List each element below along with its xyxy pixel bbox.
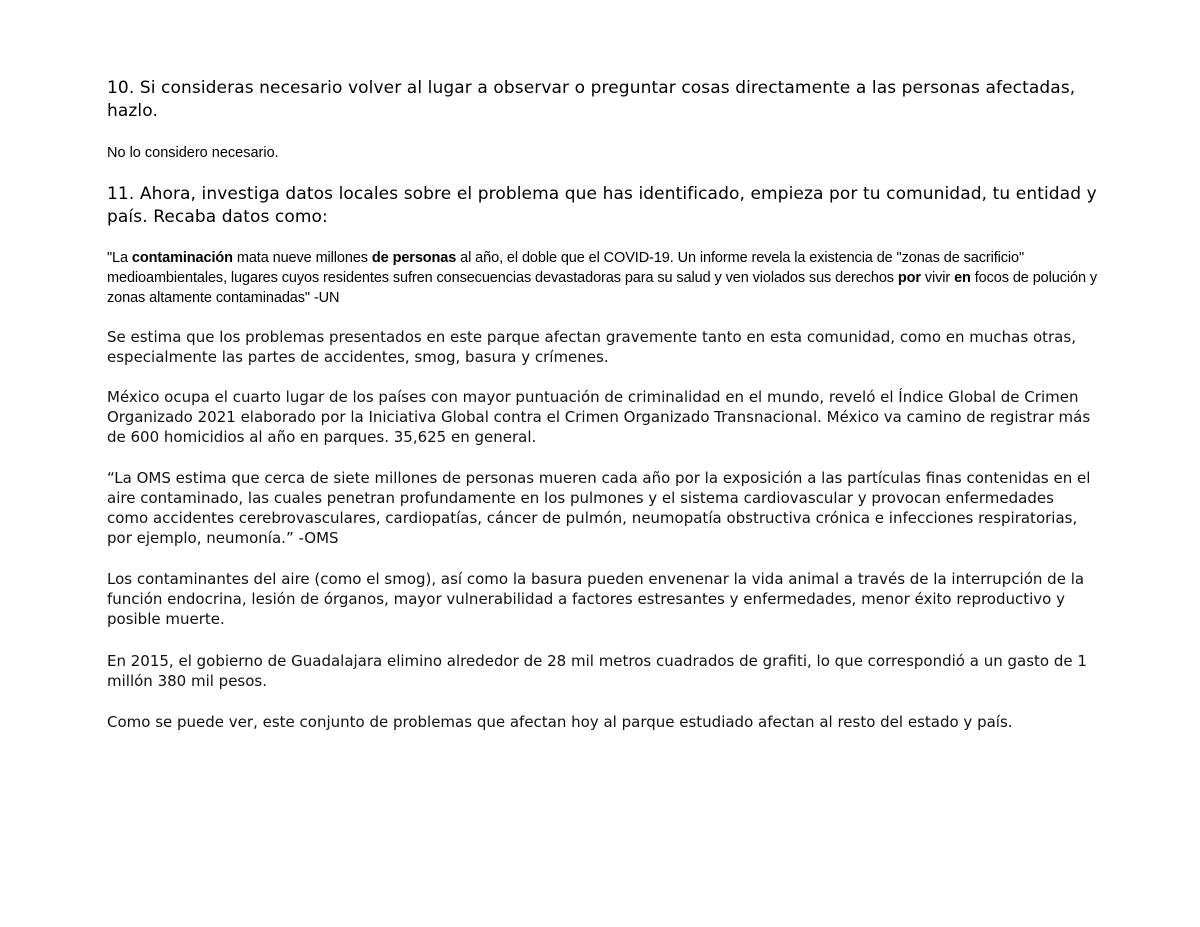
quote-emphasis: por [897,270,921,286]
quote-emphasis: de [371,250,389,266]
question-10-answer: No lo considero necesario. [107,145,279,161]
un-quote [107,248,1097,308]
paragraph-graffiti: En 2015, el gobierno de Guadalajara elimino alrededor de 28 mil metros cuadrados de grafiti, lo que correspondió a un gasto de 1 millón 380 mil pesos. [107,652,1087,690]
paragraph-oms-quote: “La OMS estima que cerca de siete millones de personas mueren cada año por la exposición a las partículas finas contenidas en el aire contaminado, las cuales penetran profundamente en los pulmones y el sistema cardiovascular y provocan enfermedades como accidentes cerebrovasculares, cardiopatías, cáncer de pulmón, neumopatía obstructiva crónica e infecciones respiratorias, por ejemplo, neumonía.” -OMS [107,469,1091,547]
quote-text: vivir [920,270,955,286]
paragraph-crime-index: México ocupa el cuarto lugar de los países con mayor puntuación de criminalidad en el mundo, reveló el Índice Global de Crimen Organizado 2021 elaborado por la Iniciativa Global contra el Crimen Organizado Transnacional. México va camino de registrar más de 600 homicidios al año en parques. 35,625 en general. [107,388,1091,446]
quote-text: focos de polución y zonas altamente contaminadas" -UN [107,270,1097,306]
quote-emphasis: en [954,270,971,286]
quote-emphasis: personas [392,250,457,266]
quote-text: al año, el doble que el COVID-19. Un informe revela la existencia de "zonas de sacrificio" medioambientales, lugares cuyos residentes sufren consecuencias devastadoras para su salud y ven violados sus derechos [107,250,1025,286]
quote-text: mata nueve millones [232,250,372,266]
paragraph-conclusion: Como se puede ver, este conjunto de problemas que afectan hoy al parque estudiado afectan al resto del estado y país. [107,713,1013,731]
quote-text: "La [107,250,132,266]
question-10-heading: 10. Si consideras necesario volver al lugar a observar o preguntar cosas directamente a las personas afectadas, hazlo. [107,78,1076,121]
quote-emphasis: contaminación [131,250,233,266]
paragraph-air-pollutants: Los contaminantes del aire (como el smog), así como la basura pueden envenenar la vida animal a través de la interrupción de la función endocrina, lesión de órganos, mayor vulnerabilidad a factores estresantes y enfermedades, menor éxito reproductivo y posible muerte. [107,570,1085,628]
paragraph-park-impact: Se estima que los problemas presentados en este parque afectan gravemente tanto en esta comunidad, como en muchas otras, especialmente las partes de accidentes, smog, basura y crímenes. [107,328,1076,366]
question-11-heading: 11. Ahora, investiga datos locales sobre el problema que has identificado, empieza por tu comunidad, tu entidad y país. Recaba datos como: [107,184,1097,227]
